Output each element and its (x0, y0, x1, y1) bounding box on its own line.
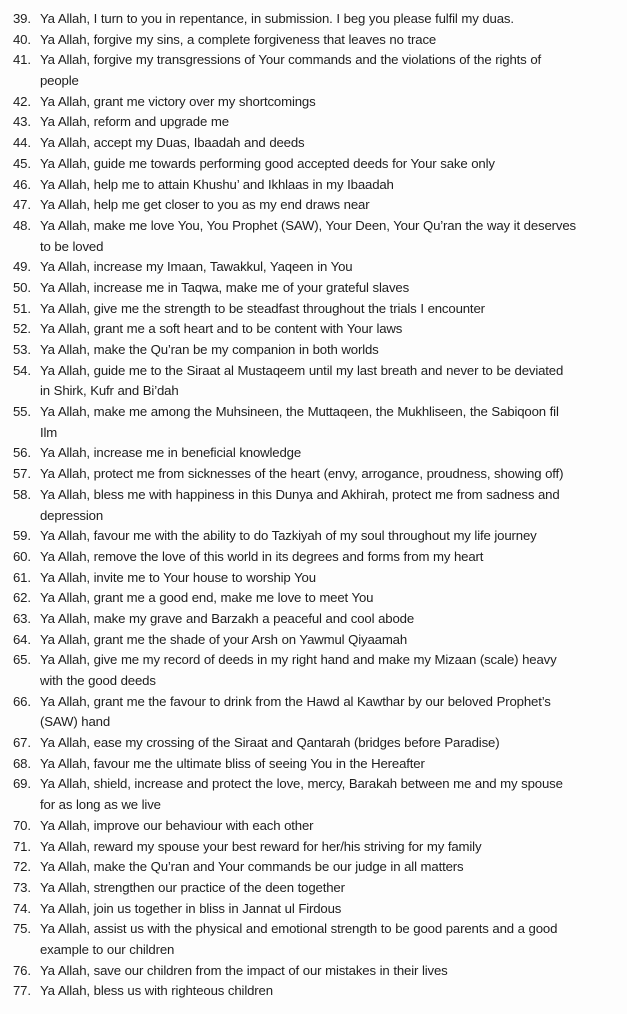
item-text-line: Ya Allah, improve our behaviour with each other (40, 817, 314, 833)
list-item (13, 154, 627, 175)
item-number: 54. (13, 362, 31, 378)
item-text-line: Ya Allah, give me my record of deeds in my right hand and make my Mizaan (scale) heavy (40, 652, 557, 668)
item-number: 50. (13, 279, 31, 295)
item-text-line: Ya Allah, make me love You, You Prophet (SAW), Your Deen, Your Qu’ran the way it deserves (40, 217, 576, 233)
item-number: 58. (13, 486, 31, 502)
list-item (13, 547, 627, 568)
list-item (13, 588, 627, 609)
item-text-line: Ya Allah, ease my crossing of the Siraat and Qantarah (bridges before Paradise) (40, 735, 500, 751)
item-text-line: depression (40, 507, 104, 523)
item-text-line: Ya Allah, accept my Duas, Ibaadah and deeds (40, 135, 305, 151)
item-text (40, 650, 627, 691)
item-number: 42. (13, 93, 31, 109)
item-text (40, 443, 627, 464)
item-text (40, 30, 627, 51)
item-text-line: Ya Allah, help me to attain Khushu’ and Ikhlaas in my Ibaadah (40, 176, 394, 192)
item-text-line: Ya Allah, bless us with righteous children (40, 983, 273, 999)
item-text (40, 568, 627, 589)
item-number: 43. (13, 114, 31, 130)
item-number: 55. (13, 404, 31, 420)
item-number: 66. (13, 693, 31, 709)
item-text (40, 9, 627, 30)
item-text-line: Ya Allah, increase my Imaan, Tawakkul, Yaqeen in You (40, 259, 353, 275)
list-item (13, 754, 627, 775)
list-item (13, 50, 627, 91)
item-text-line: Ya Allah, strengthen our practice of the deen together (40, 879, 345, 895)
item-number: 47. (13, 197, 31, 213)
item-text-line: Ya Allah, guide me towards performing good accepted deeds for Your sake only (40, 155, 495, 171)
item-number: 60. (13, 548, 31, 564)
item-text-line: Ya Allah, protect me from sicknesses of the heart (envy, arrogance, proudness, showing off) (40, 466, 564, 482)
item-number: 68. (13, 755, 31, 771)
item-number: 39. (13, 11, 31, 26)
item-number: 73. (13, 879, 31, 895)
list-item (13, 402, 627, 443)
item-text-line: Ya Allah, favour me with the ability to do Tazkiyah of my soul throughout my life journey (40, 528, 537, 544)
item-text (40, 154, 627, 175)
item-number: 48. (13, 217, 31, 233)
item-number: 74. (13, 900, 31, 916)
item-text-line: Ya Allah, assist us with the physical and emotional strength to be good parents and a good (40, 921, 558, 937)
item-text (40, 588, 627, 609)
item-number: 45. (13, 155, 31, 171)
list-item (13, 319, 627, 340)
list-item (13, 278, 627, 299)
item-text (40, 464, 627, 485)
item-number: 44. (13, 135, 31, 151)
list-item (13, 175, 627, 196)
list-item (13, 961, 627, 982)
item-text-line: in Shirk, Kufr and Bi’dah (40, 383, 179, 399)
item-number: 52. (13, 321, 31, 337)
list-item (13, 568, 627, 589)
item-text-line: Ya Allah, grant me a good end, make me love to meet You (40, 590, 374, 606)
list-item (13, 816, 627, 837)
list-item (13, 195, 627, 216)
list-item (13, 361, 627, 402)
item-number: 49. (13, 259, 31, 275)
item-text-line: Ya Allah, increase me in Taqwa, make me of your grateful slaves (40, 279, 410, 295)
list-item (13, 899, 627, 920)
list-item (13, 485, 627, 526)
item-text-line: Ya Allah, give me the strength to be steadfast throughout the trials I encounter (40, 300, 485, 316)
item-text-line: Ya Allah, guide me to the Siraat al Mustaqeem until my last breath and never to be deviated (40, 362, 564, 378)
item-text (40, 361, 627, 402)
item-text-line: Ya Allah, remove the love of this world in its degrees and forms from my heart (40, 548, 484, 564)
item-text (40, 112, 627, 133)
item-text (40, 692, 627, 733)
item-text-line: for as long as we live (40, 797, 161, 813)
item-text (40, 961, 627, 982)
item-number: 71. (13, 838, 31, 854)
list-item (13, 733, 627, 754)
item-text-line: Ya Allah, grant me a soft heart and to be content with Your laws (40, 321, 403, 337)
item-text-line: Ya Allah, forgive my transgressions of Your commands and the violations of the rights of (40, 52, 542, 68)
item-number: 61. (13, 569, 31, 585)
item-text-line: Ya Allah, grant me the shade of your Arsh on Yawmul Qiyaamah (40, 631, 408, 647)
item-text-line: Ya Allah, make me among the Muhsineen, the Muttaqeen, the Mukhliseen, the Sabiqoon fil (40, 404, 559, 420)
item-text-line: to be loved (40, 238, 104, 254)
item-text-line: Ya Allah, I turn to you in repentance, in submission. I beg you please fulfil my duas. (40, 11, 514, 26)
item-text-line: Ya Allah, forgive my sins, a complete forgiveness that leaves no trace (40, 31, 437, 47)
item-text (40, 857, 627, 878)
item-text (40, 299, 627, 320)
item-number: 51. (13, 300, 31, 316)
item-text-line: example to our children (40, 941, 175, 957)
item-number: 64. (13, 631, 31, 647)
list-item (13, 526, 627, 547)
list-item (13, 837, 627, 858)
list-item (13, 692, 627, 733)
item-text-line: Ya Allah, join us together in bliss in Jannat ul Firdous (40, 900, 342, 916)
item-text-line: Ya Allah, grant me the favour to drink from the Hawd al Kawthar by our beloved Prophet’s (40, 693, 551, 709)
item-text (40, 133, 627, 154)
item-text-line: Ya Allah, make the Qu’ran and Your commands be our judge in all matters (40, 859, 464, 875)
item-text-line: Ya Allah, reform and upgrade me (40, 114, 229, 130)
item-text (40, 340, 627, 361)
item-text (40, 630, 627, 651)
item-text-line: Ya Allah, make my grave and Barzakh a peaceful and cool abode (40, 610, 415, 626)
item-text (40, 50, 627, 91)
item-number: 63. (13, 610, 31, 626)
item-text (40, 878, 627, 899)
item-text-line: Ya Allah, make the Qu’ran be my companion in both worlds (40, 342, 379, 357)
item-number: 76. (13, 962, 31, 978)
item-text (40, 899, 627, 920)
list-item (13, 216, 627, 257)
list-item (13, 340, 627, 361)
item-text-line: Ya Allah, favour me the ultimate bliss of seeing You in the Hereafter (40, 755, 425, 771)
list-item (13, 9, 627, 30)
item-text (40, 485, 627, 526)
item-number: 41. (13, 52, 31, 68)
list-item (13, 30, 627, 51)
list-item (13, 857, 627, 878)
item-text-line: Ya Allah, increase me in beneficial knowledge (40, 445, 302, 461)
item-text-line: Ya Allah, bless me with happiness in this Dunya and Akhirah, protect me from sadness and (40, 486, 560, 502)
item-text (40, 754, 627, 775)
item-text-line: Ya Allah, grant me victory over my shortcomings (40, 93, 316, 109)
list-item (13, 464, 627, 485)
item-number: 59. (13, 528, 31, 544)
item-number: 70. (13, 817, 31, 833)
list-item (13, 650, 627, 691)
item-number: 69. (13, 776, 31, 792)
item-text-line: Ya Allah, reward my spouse your best reward for her/his striving for my family (40, 838, 482, 854)
item-number: 57. (13, 466, 31, 482)
item-text-line: people (40, 73, 79, 89)
item-text (40, 319, 627, 340)
list-item (13, 609, 627, 630)
item-text (40, 402, 627, 443)
item-number: 56. (13, 445, 31, 461)
item-text-line: Ilm (40, 424, 58, 440)
item-number: 62. (13, 590, 31, 606)
item-text (40, 175, 627, 196)
list-item (13, 774, 627, 815)
item-text (40, 216, 627, 257)
list-item (13, 299, 627, 320)
item-text (40, 837, 627, 858)
item-text-line: Ya Allah, help me get closer to you as my end draws near (40, 197, 370, 213)
list-item (13, 133, 627, 154)
item-text-line: with the good deeds (40, 673, 156, 688)
item-text (40, 816, 627, 837)
list-item (13, 92, 627, 113)
list-item (13, 878, 627, 899)
item-text (40, 257, 627, 278)
list-item (13, 443, 627, 464)
list-item (13, 112, 627, 133)
dua-list (13, 9, 627, 1002)
item-text (40, 774, 627, 815)
item-text (40, 547, 627, 568)
item-text (40, 526, 627, 547)
item-number: 46. (13, 176, 31, 192)
list-item (13, 257, 627, 278)
item-text (40, 733, 627, 754)
item-text-line: (SAW) hand (40, 714, 111, 730)
item-text (40, 919, 627, 960)
item-text (40, 609, 627, 630)
item-number: 72. (13, 859, 31, 875)
item-number: 77. (13, 983, 31, 999)
item-text (40, 278, 627, 299)
item-text (40, 92, 627, 113)
item-number: 65. (13, 652, 31, 668)
list-item (13, 630, 627, 651)
item-number: 67. (13, 735, 31, 751)
item-text (40, 195, 627, 216)
item-number: 40. (13, 31, 31, 47)
item-text-line: Ya Allah, shield, increase and protect the love, mercy, Barakah between me and my spouse (40, 776, 563, 792)
item-text-line: Ya Allah, invite me to Your house to worship You (40, 569, 316, 585)
item-number: 75. (13, 921, 31, 937)
list-item (13, 919, 627, 960)
item-text-line: Ya Allah, save our children from the impact of our mistakes in their lives (40, 962, 448, 978)
item-number: 53. (13, 342, 31, 357)
list-item (13, 981, 627, 1002)
item-text (40, 981, 627, 1002)
